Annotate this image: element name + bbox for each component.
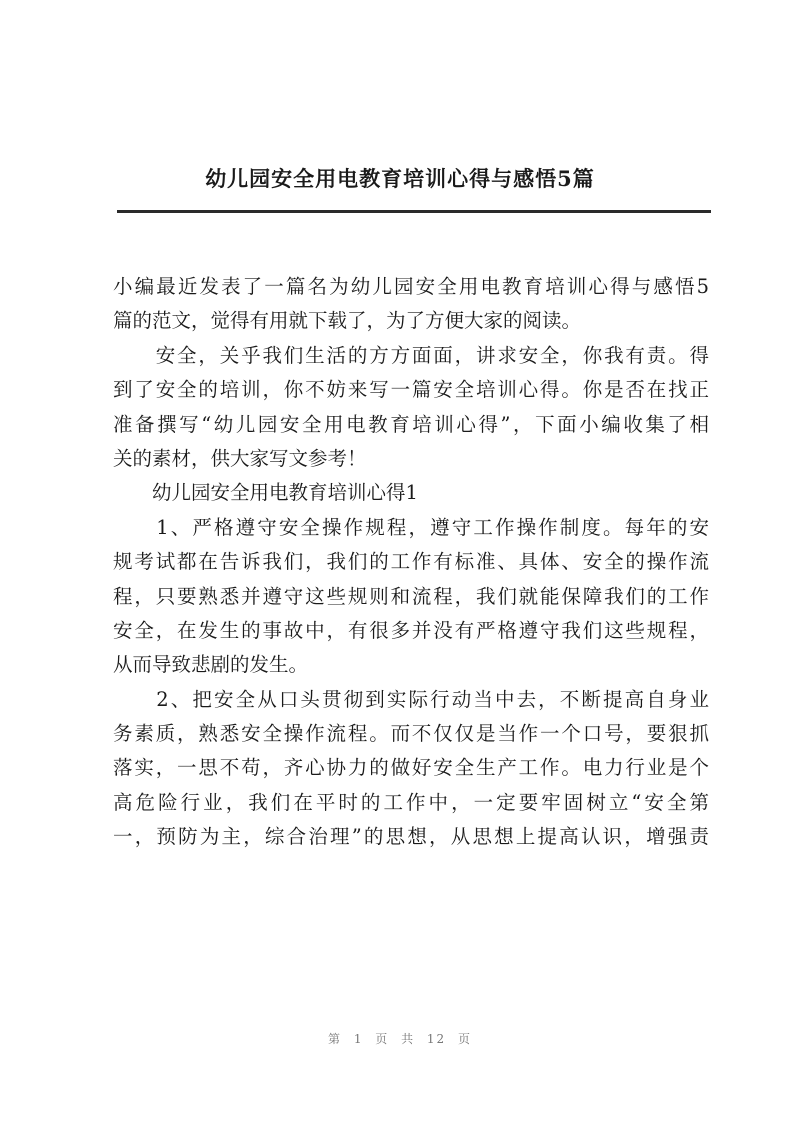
body-line: 准备撰写“幼儿园安全用电教育培训心得”，下面小编收集了相 bbox=[113, 412, 709, 436]
body-line: 关的素材，供大家写文参考！ bbox=[113, 446, 367, 470]
body-line: 安全，关乎我们生活的方方面面，讲求安全，你我有责。得 bbox=[113, 343, 709, 367]
page-footer: 第 1 页 共 12 页 bbox=[328, 1032, 472, 1046]
document-body bbox=[113, 270, 709, 855]
section-heading: 幼儿园安全用电教育培训心得1 bbox=[113, 481, 418, 505]
body-line: 1、严格遵守安全操作规程，遵守工作操作制度。每年的安 bbox=[113, 515, 709, 539]
body-line: 程，只要熟悉并遵守这些规则和流程，我们就能保障我们的工作 bbox=[113, 584, 709, 608]
body-line: 篇的范文，觉得有用就下载了，为了方便大家的阅读。 bbox=[113, 309, 582, 333]
body-line: 安全，在发生的事故中，有很多并没有严格遵守我们这些规程， bbox=[113, 618, 709, 642]
body-line: 务素质，熟悉安全操作流程。而不仅仅是当作一个口号，要狠抓 bbox=[113, 722, 709, 746]
document-title: 幼儿园安全用电教育培训心得与感悟5篇 bbox=[205, 166, 595, 191]
body-line: 小编最近发表了一篇名为幼儿园安全用电教育培训心得与感悟5 bbox=[113, 275, 709, 298]
title-underline bbox=[117, 210, 711, 213]
body-line: 从而导致悲剧的发生。 bbox=[113, 653, 309, 677]
body-line: 一，预防为主，综合治理”的思想，从思想上提高认识，增强责 bbox=[113, 825, 709, 849]
body-line: 到了安全的培训，你不妨来写一篇安全培训心得。你是否在找正 bbox=[113, 378, 709, 402]
body-line: 规考试都在告诉我们，我们的工作有标准、具体、安全的操作流 bbox=[113, 550, 709, 574]
body-line: 2、把安全从口头贯彻到实际行动当中去，不断提高自身业 bbox=[113, 687, 709, 711]
body-line: 高危险行业，我们在平时的工作中，一定要牢固树立“安全第 bbox=[113, 790, 709, 814]
body-line: 落实，一思不苟，齐心协力的做好安全生产工作。电力行业是个 bbox=[113, 756, 709, 780]
